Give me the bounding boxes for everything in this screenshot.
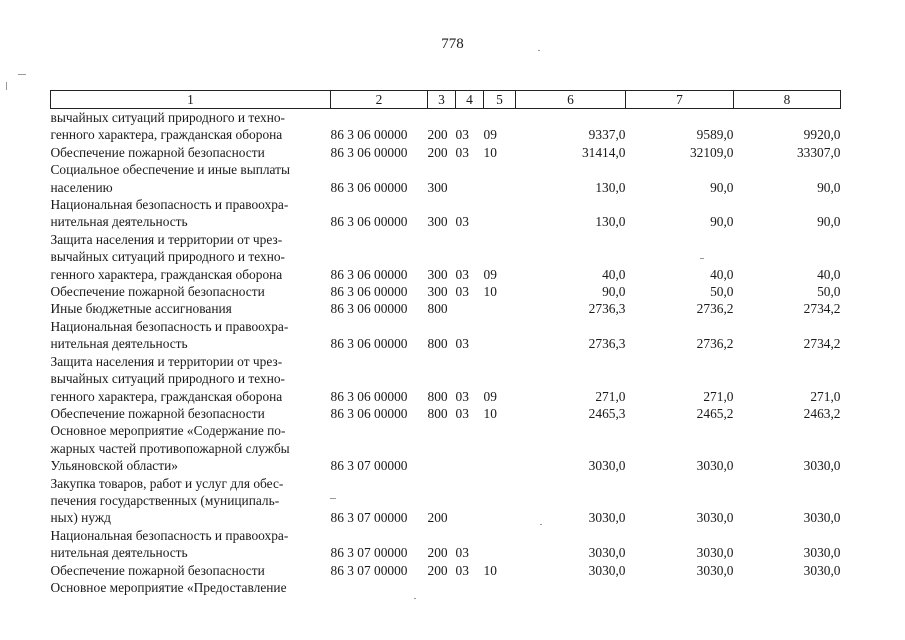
- amount-cell-col6: 2736,3: [588, 301, 626, 317]
- target-article-cell: 86 3 06 00000: [330, 179, 408, 195]
- row-name-cell: Обеспечение пожарной безопасности: [50, 144, 265, 160]
- table-row: [51, 283, 841, 300]
- subsection-cell: 09: [483, 127, 497, 143]
- row-name-cell: Национальная безопасность и правоохра- нительная деятельность: [50, 197, 289, 230]
- amount-cell-col6: 2736,3: [588, 336, 626, 352]
- amount-cell-col6: 3030,0: [588, 458, 626, 474]
- subsection-cell: [484, 300, 516, 317]
- table-row: [51, 527, 841, 562]
- amount-cell-col6: 2465,3: [588, 405, 626, 421]
- section-cell: 03: [455, 562, 469, 578]
- table-body: [51, 109, 841, 597]
- row-name-cell: Обеспечение пожарной безопасности: [50, 562, 265, 578]
- amount-cell-col8: 3030,0: [803, 545, 841, 561]
- amount-cell-col8: 271,0: [810, 388, 841, 404]
- subsection-cell: [484, 475, 516, 527]
- scan-speck: [330, 498, 336, 499]
- amount-cell-col7: 3030,0: [696, 545, 734, 561]
- amount-cell-col6: 31414,0: [581, 144, 626, 160]
- section-cell: [456, 475, 484, 527]
- amount-cell-col8: 50,0: [817, 284, 841, 300]
- expense-type-cell: 800: [427, 388, 448, 404]
- amount-cell-col7: 271,0: [703, 388, 734, 404]
- target-article-cell: 86 3 07 00000: [330, 562, 408, 578]
- amount-cell-col7: 50,0: [710, 284, 734, 300]
- expense-type-cell: 300: [427, 284, 448, 300]
- amount-cell-col6: 3030,0: [588, 562, 626, 578]
- target-article-cell: 86 3 07 00000: [330, 510, 408, 526]
- amount-cell-col8: 90,0: [817, 214, 841, 230]
- table-row: [51, 109, 841, 144]
- target-article-cell: 86 3 06 00000: [330, 214, 408, 230]
- target-article-cell: 86 3 06 00000: [330, 127, 408, 143]
- page-number: 778: [441, 36, 464, 52]
- scan-speck: [700, 258, 704, 259]
- expense-type-cell: [428, 422, 456, 474]
- amount-cell-col7: [626, 579, 734, 596]
- table-row: [51, 300, 841, 317]
- section-cell: [456, 579, 484, 596]
- expense-type-cell: 200: [427, 127, 448, 143]
- column-header-4: 4: [456, 91, 484, 109]
- target-article-cell: 86 3 06 00000: [330, 266, 408, 282]
- amount-cell-col7: 2736,2: [696, 336, 734, 352]
- column-header-5: 5: [484, 91, 516, 109]
- column-header-1: 1: [51, 91, 331, 109]
- amount-cell-col8: 33307,0: [796, 144, 841, 160]
- subsection-cell: [484, 196, 516, 231]
- row-name-cell: Основное мероприятие «Содержание по- жарных частей противопожарной службы Ульяновской области»: [50, 423, 290, 474]
- table-row: [51, 475, 841, 527]
- table-row: [51, 161, 841, 196]
- amount-cell-col7: 90,0: [710, 214, 734, 230]
- expense-type-cell: 300: [427, 179, 448, 195]
- amount-cell-col7: 32109,0: [689, 144, 734, 160]
- table-header-row: [51, 91, 841, 109]
- amount-cell-col8: 3030,0: [803, 562, 841, 578]
- subsection-cell: 10: [483, 144, 497, 160]
- amount-cell-col8: 3030,0: [803, 510, 841, 526]
- amount-cell-col6: 130,0: [595, 214, 626, 230]
- table-row: [51, 353, 841, 405]
- row-name-cell: Обеспечение пожарной безопасности: [50, 405, 265, 421]
- amount-cell-col7: 9589,0: [696, 127, 734, 143]
- section-cell: 03: [455, 284, 469, 300]
- section-cell: 03: [455, 144, 469, 160]
- table-row: [51, 579, 841, 596]
- amount-cell-col6: 130,0: [595, 179, 626, 195]
- amount-cell-col8: 2463,2: [803, 405, 841, 421]
- section-cell: 03: [455, 336, 469, 352]
- table-row: [51, 196, 841, 231]
- section-cell: [456, 161, 484, 196]
- amount-cell-col7: 40,0: [710, 266, 734, 282]
- table-row: [51, 318, 841, 353]
- target-article-cell: 86 3 07 00000: [330, 458, 408, 474]
- column-header-8: 8: [734, 91, 841, 109]
- section-cell: 03: [455, 266, 469, 282]
- target-article-cell: [331, 579, 428, 596]
- subsection-cell: [484, 318, 516, 353]
- section-cell: 03: [455, 214, 469, 230]
- amount-cell-col8: 90,0: [817, 179, 841, 195]
- column-header-6: 6: [516, 91, 626, 109]
- row-name-cell: вычайных ситуаций природного и техно- генного характера, гражданская оборона: [50, 110, 286, 143]
- subsection-cell: 10: [483, 284, 497, 300]
- budget-table: [50, 90, 841, 596]
- section-cell: 03: [455, 405, 469, 421]
- expense-type-cell: 200: [427, 545, 448, 561]
- amount-cell-col6: 90,0: [602, 284, 626, 300]
- row-name-cell: Защита населения и территории от чрез- вычайных ситуаций природного и техно- генного характера, гражданская оборона: [50, 353, 286, 404]
- subsection-cell: 10: [483, 405, 497, 421]
- section-cell: 03: [455, 545, 469, 561]
- row-name-cell: Защита населения и территории от чрез- вычайных ситуаций природного и техно- генного характера, гражданская оборона: [50, 231, 286, 282]
- scan-speck: [18, 74, 26, 75]
- expense-type-cell: 200: [427, 510, 448, 526]
- row-name-cell: Социальное обеспечение и иные выплаты населению: [50, 162, 291, 195]
- subsection-cell: [484, 422, 516, 474]
- expense-type-cell: 300: [427, 214, 448, 230]
- expense-type-cell: 800: [427, 336, 448, 352]
- row-name-cell: Иные бюджетные ассигнования: [50, 301, 232, 317]
- amount-cell-col6: 3030,0: [588, 545, 626, 561]
- amount-cell-col6: 271,0: [595, 388, 626, 404]
- subsection-cell: [484, 161, 516, 196]
- target-article-cell: 86 3 06 00000: [330, 388, 408, 404]
- amount-cell-col8: 9920,0: [803, 127, 841, 143]
- section-cell: [456, 422, 484, 474]
- amount-cell-col7: 2736,2: [696, 301, 734, 317]
- subsection-cell: 09: [483, 388, 497, 404]
- amount-cell-col8: 2734,2: [803, 336, 841, 352]
- target-article-cell: 86 3 06 00000: [330, 284, 408, 300]
- amount-cell-col7: 90,0: [710, 179, 734, 195]
- amount-cell-col7: 3030,0: [696, 458, 734, 474]
- amount-cell-col6: 9337,0: [588, 127, 626, 143]
- table-row: [51, 405, 841, 422]
- table-row: [51, 231, 841, 283]
- amount-cell-col6: 3030,0: [588, 510, 626, 526]
- subsection-cell: 10: [483, 562, 497, 578]
- amount-cell-col8: 40,0: [817, 266, 841, 282]
- column-header-3: 3: [428, 91, 456, 109]
- row-name-cell: Основное мероприятие «Предоставление: [50, 579, 287, 595]
- row-name-cell: Закупка товаров, работ и услуг для обес- печения государственных (муниципаль- ных) нужд: [50, 475, 284, 526]
- subsection-cell: [484, 527, 516, 562]
- expense-type-cell: [428, 579, 456, 596]
- column-header-2: 2: [331, 91, 428, 109]
- amount-cell-col6: 40,0: [602, 266, 626, 282]
- target-article-cell: 86 3 06 00000: [330, 405, 408, 421]
- target-article-cell: 86 3 07 00000: [330, 545, 408, 561]
- expense-type-cell: 200: [427, 562, 448, 578]
- section-cell: 03: [455, 388, 469, 404]
- target-article-cell: 86 3 06 00000: [330, 301, 408, 317]
- row-name-cell: Национальная безопасность и правоохра- нительная деятельность: [50, 318, 289, 352]
- table-row: [51, 144, 841, 161]
- expense-type-cell: 200: [427, 144, 448, 160]
- scan-speck: [414, 598, 416, 599]
- amount-cell-col8: [734, 579, 841, 596]
- target-article-cell: 86 3 06 00000: [330, 336, 408, 352]
- scan-speck: [6, 82, 7, 90]
- subsection-cell: [484, 579, 516, 596]
- amount-cell-col6: [516, 579, 626, 596]
- scan-speck: [540, 524, 542, 525]
- amount-cell-col8: 3030,0: [803, 458, 841, 474]
- row-name-cell: Национальная безопасность и правоохра- нительная деятельность: [50, 527, 289, 561]
- row-name-cell: Обеспечение пожарной безопасности: [50, 284, 265, 300]
- expense-type-cell: 800: [427, 405, 448, 421]
- amount-cell-col7: 3030,0: [696, 562, 734, 578]
- table-row: [51, 422, 841, 474]
- column-header-7: 7: [626, 91, 734, 109]
- scan-speck: [538, 50, 540, 51]
- target-article-cell: 86 3 06 00000: [330, 144, 408, 160]
- expense-type-cell: 800: [427, 301, 448, 317]
- table-row: [51, 562, 841, 579]
- amount-cell-col8: 2734,2: [803, 301, 841, 317]
- expense-type-cell: 300: [427, 266, 448, 282]
- section-cell: [456, 300, 484, 317]
- section-cell: 03: [455, 127, 469, 143]
- amount-cell-col7: 3030,0: [696, 510, 734, 526]
- amount-cell-col7: 2465,2: [696, 405, 734, 421]
- subsection-cell: 09: [483, 266, 497, 282]
